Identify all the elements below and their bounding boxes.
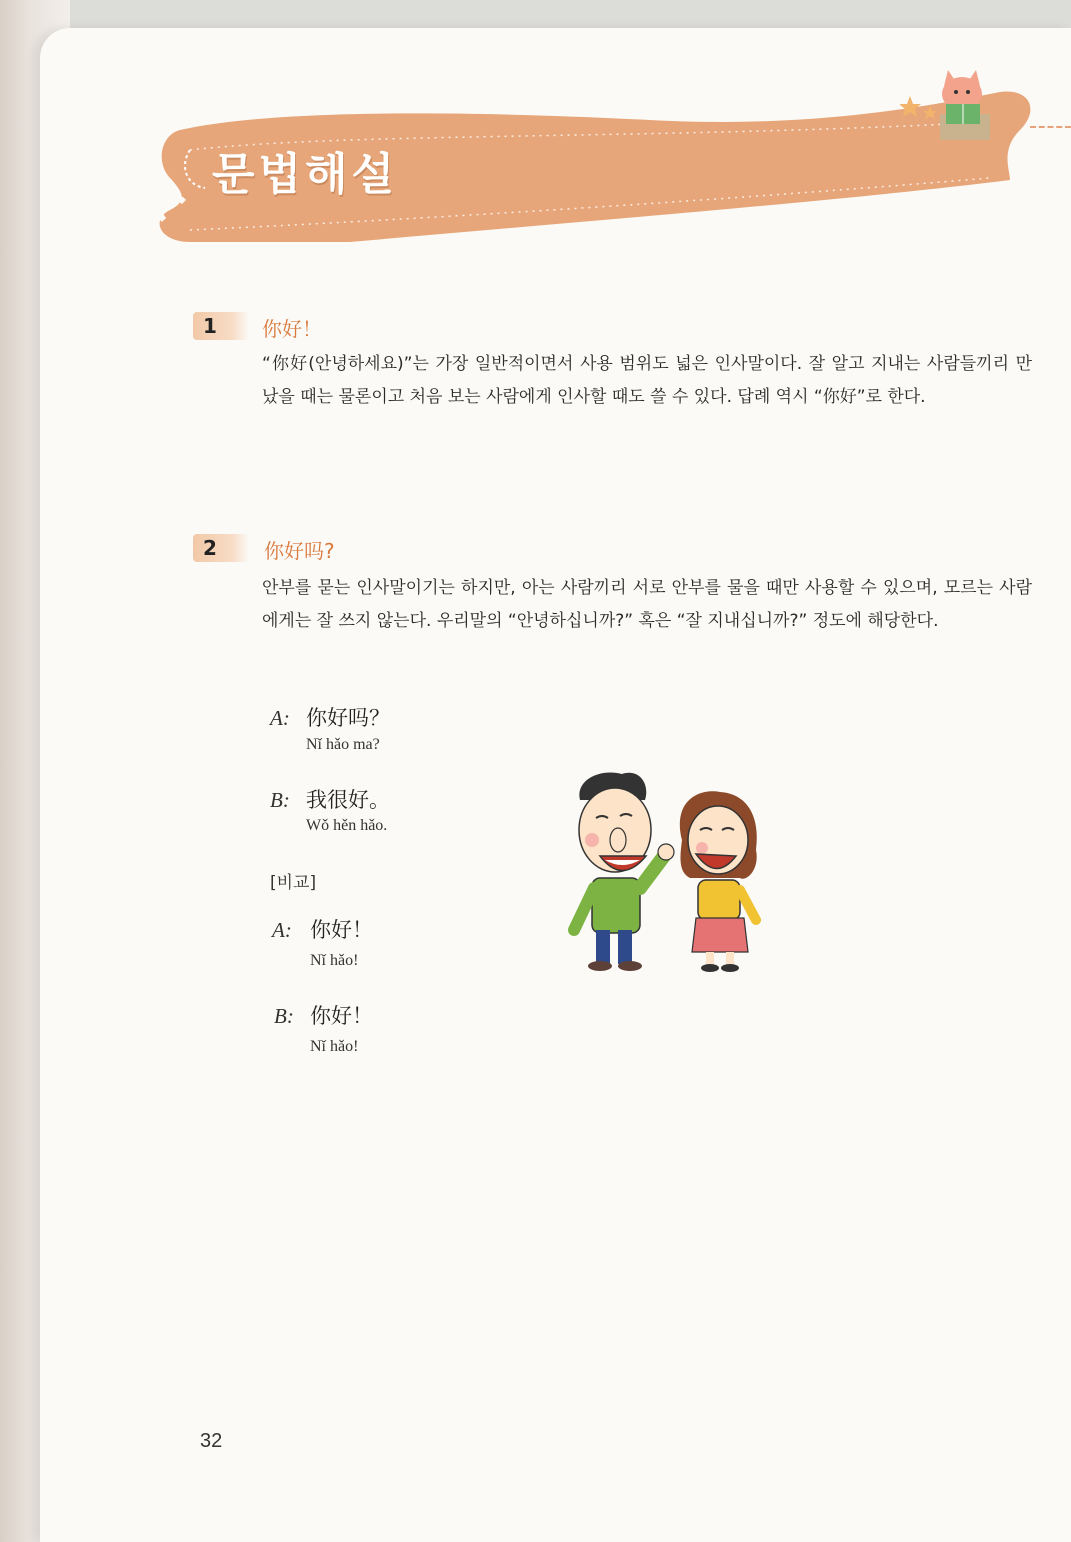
speaker-label: B: [274,1004,294,1028]
speaker-label: A: [270,706,290,730]
section-title: 你好吗? [264,539,335,563]
section-title: 你好！ [262,317,322,341]
speaker-label: B: [270,788,290,812]
section-number: 2 [193,534,249,562]
banner-title: 문법해설 [212,149,399,200]
star-icon [923,106,937,119]
chinese-line: 你好！ [310,918,373,942]
chinese-line: 你好！ [310,1004,373,1028]
pinyin-line: Nǐ hǎo! [310,952,359,969]
book-page [40,28,1071,1542]
banner-dash-line [1030,126,1071,128]
cat-reading-icon [900,66,1010,146]
page-number: 32 [200,1430,223,1452]
section-body: “你好(안녕하세요)”는 가장 일반적이면서 사용 범위도 넓은 인사말이다. 잘 알고 지내는 사람들끼리 만났을 때는 물론이고 처음 보는 사람에게 인사할 때도 쓸 수 있다. 답례 역시 “你好”로 한다. [262,354,1032,407]
section-number: 1 [193,312,249,340]
star-icon [900,96,921,117]
speaker-label: A: [272,918,292,942]
chinese-line: 我很好。 [306,788,390,812]
compare-label: [비교] [270,873,317,893]
greeting-couple-illustration [560,760,780,975]
section-body: 안부를 묻는 인사말이기는 하지만, 아는 사람끼리 서로 안부를 물을 때만 사용할 수 있으며, 모르는 사람에게는 잘 쓰지 않는다. 우리말의 “안녕하십니까?” 혹은 “잘 지내십니까?” 정도에 해당한다. [262,578,1032,631]
pinyin-line: Wǒ hěn hǎo. [306,817,388,834]
chinese-line: 你好吗？ [306,706,390,730]
pinyin-line: Nǐ hǎo ma? [306,736,380,753]
pinyin-line: Nǐ hǎo! [310,1038,359,1055]
